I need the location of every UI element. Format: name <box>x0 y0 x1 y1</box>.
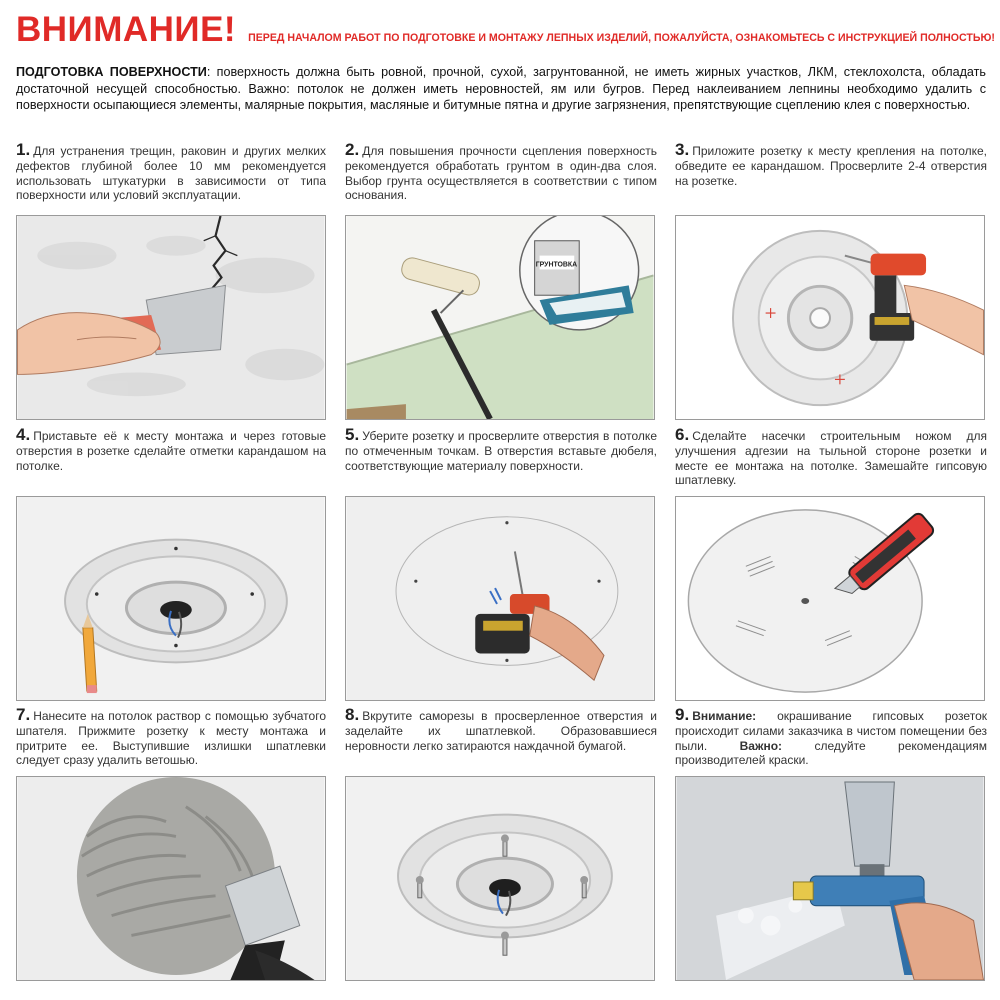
step-1-illustration <box>16 215 326 420</box>
step-1-text <box>16 140 326 203</box>
step-5-illustration <box>345 496 655 701</box>
step-9-important-label: Важно: <box>739 738 783 753</box>
step-5-body: Уберите розетку и просверлите отверстия в потолке по отмеченным точкам. В отверстия вставьте дюбеля, соответствующие материалу поверхности. <box>345 429 657 473</box>
step-2-illustration <box>345 215 655 420</box>
scoring-rosette-image <box>676 497 984 700</box>
step-7-text <box>16 705 326 768</box>
step-1-number: 1. <box>16 140 31 159</box>
screwing-rosette-image <box>346 777 654 980</box>
step-7-illustration <box>16 776 326 981</box>
step-3-number: 3. <box>675 140 690 159</box>
step-4-illustration <box>16 496 326 701</box>
step-2-body: Для повышения прочности сцепления поверхность рекомендуется обработать грунтом в один-два слоя. Выбор грунта осуществляется в соответствии с типом основания. <box>345 144 657 203</box>
priming-ceiling-image <box>346 216 654 419</box>
step-7-body: Нанесите на потолок раствор с помощью зубчатого шпателя. Прижмите розетку к месту монтажа и притрите ее. Выступившие излишки шпатлевки следует сразу удалить ветошью. <box>16 709 326 768</box>
step-8-illustration <box>345 776 655 981</box>
step-1-body: Для устранения трещин, раковин и других мелких дефектов глубиной более 10 мм рекомендуется использовать штукатурки в зависимости от типа поверхности или условий эксплуатации. <box>16 144 326 203</box>
preparation-label: ПОДГОТОВКА ПОВЕРХНОСТИ <box>16 65 207 79</box>
step-3-text <box>675 140 987 188</box>
drilling-ceiling-image <box>346 497 654 700</box>
step-3-body: Приложите розетку к месту крепления на потолке, обведите ее карандашом. Просверлите 2-4 отверстия на розетке. <box>675 144 987 188</box>
preparation-text: : поверхность должна быть ровной, прочной, сухой, загрунтованной, не иметь жирных участков, ЛКМ, стеклохолста, обладать достаточной несущей способностью. Важно: потолок не должен иметь неровностей, ям или бугров. Перед наклеиванием лепнины необходимо удалить с поверхности осыпающиеся элементы, малярные покрытия, масляные и битумные пятна и другие загрязнения, препятствующие сцеплению клея с поверхностью. <box>16 65 986 112</box>
drilling-rosette-image <box>676 216 984 419</box>
surface-preparation-paragraph <box>16 64 986 114</box>
step-9-warning-label: Внимание: <box>692 709 757 723</box>
step-8-text <box>345 705 657 753</box>
step-3-illustration <box>675 215 985 420</box>
step-6-body: Сделайте насечки строительным ножом для улучшения адгезии на тыльной стороне розетки и месте ее монтажа на потолке. Замешайте гипсовую шпатлевку. <box>675 429 987 488</box>
step-4-text <box>16 425 326 473</box>
warning-header <box>16 10 995 56</box>
step-4-body: Приставьте её к месту монтажа и через готовые отверстия в розетке сделайте отметки карандашом на потолке. <box>16 429 326 473</box>
spray-painting-image <box>676 777 984 980</box>
step-6-illustration <box>675 496 985 701</box>
step-8-number: 8. <box>345 705 360 724</box>
warning-subtitle: ПЕРЕД НАЧАЛОМ РАБОТ ПО ПОДГОТОВКЕ И МОНТАЖУ ЛЕПНЫХ ИЗДЕЛИЙ, ПОЖАЛУЙСТА, ОЗНАКОМЬТЕСЬ С ИНСТРУКЦИЕЙ ПОЛНОСТЬЮ! <box>248 32 995 44</box>
step-5-number: 5. <box>345 425 360 444</box>
step-2-text <box>345 140 657 203</box>
step-5-text <box>345 425 657 473</box>
primer-can-label: ГРУНТОВКА <box>535 261 578 269</box>
step-9-illustration <box>675 776 985 981</box>
step-2-number: 2. <box>345 140 360 159</box>
step-8-body: Вкрутите саморезы в просверленное отверстия и заделайте их шпатлевкой. Образовавшиеся неровности легко затираются наждачной бумагой. <box>345 709 657 753</box>
warning-title: ВНИМАНИЕ! <box>16 10 237 49</box>
step-7-number: 7. <box>16 705 31 724</box>
step-9-text <box>675 705 988 768</box>
marking-ceiling-image <box>17 497 325 700</box>
step-9-number: 9. <box>675 705 690 724</box>
step-4-number: 4. <box>16 425 31 444</box>
step-9-body-1: окрашивание гипсовых розеток происходит силами заказчика в чистом помещении без пыли. <box>675 709 987 753</box>
step-6-number: 6. <box>675 425 690 444</box>
step-6-text <box>675 425 987 488</box>
step-9-body-2: следуйте рекомендациям производителей краски. <box>675 738 988 768</box>
plastering-crack-image <box>17 216 325 419</box>
applying-adhesive-image <box>17 777 325 980</box>
